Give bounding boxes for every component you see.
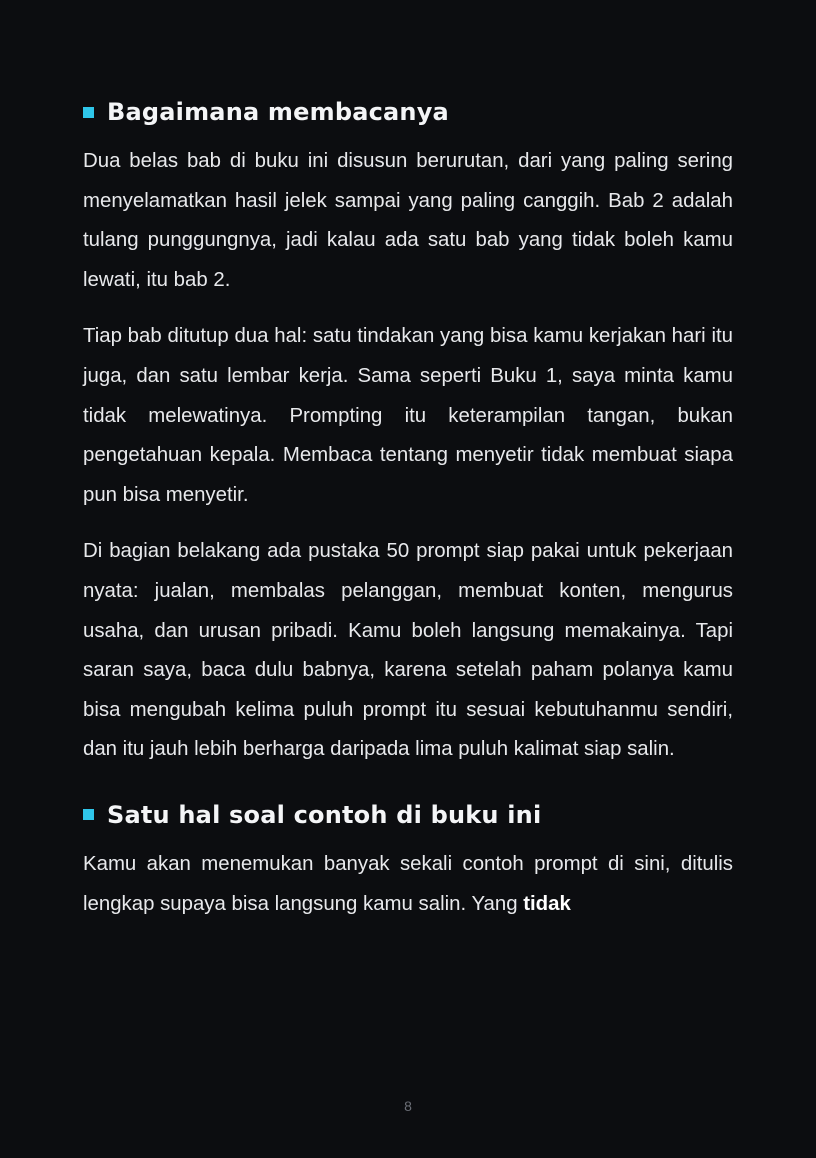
paragraph-chapter-closing: Tiap bab ditutup dua hal: satu tindakan yang bisa kamu kerjakan hari itu juga, dan satu lembar kerja. Sama seperti Buku 1, saya minta kamu tidak melewatinya. Prompting itu keterampilan tangan, bukan pengetahuan kepala. Membaca tentang menyetir tidak membuat siapa pun bisa menyetir. (83, 325, 733, 506)
page-content (83, 92, 733, 924)
section-heading-text: Satu hal soal contoh di buku ini (107, 800, 542, 829)
section-heading-text: Bagaimana membacanya (107, 98, 449, 126)
paragraph-examples-intro (83, 845, 733, 924)
heading-square-marker-icon (83, 107, 94, 118)
heading-square-marker-icon (83, 809, 94, 820)
paragraph-chapter-order: Dua belas bab di buku ini disusun berurutan, dari yang paling sering menyelamatkan hasil jelek sampai yang paling canggih. Bab 2 adalah tulang punggungnya, jadi kalau ada satu bab yang tidak boleh kamu lewati, itu bab 2. (83, 150, 733, 291)
paragraph-examples-text: Kamu akan menemukan banyak sekali contoh prompt di sini, ditulis lengkap supaya bisa langsung kamu salin. Yang (83, 852, 733, 915)
page-number: 8 (404, 1098, 412, 1114)
paragraph-examples-emphasis: tidak (523, 892, 571, 915)
paragraph-prompt-library: Di bagian belakang ada pustaka 50 prompt siap pakai untuk pekerjaan nyata: jualan, membalas pelanggan, membuat konten, mengurus usaha, dan urusan pribadi. Kamu boleh langsung memakainya. Tapi saran saya, baca dulu babnya, karena setelah paham polanya kamu bisa mengubah kelima puluh prompt itu sesuai kebutuhanmu sendiri, dan itu jauh lebih berharga daripada lima puluh kalimat siap salin. (83, 540, 733, 761)
section-heading-examples (83, 795, 733, 835)
section-heading-how-to-read (83, 92, 733, 132)
